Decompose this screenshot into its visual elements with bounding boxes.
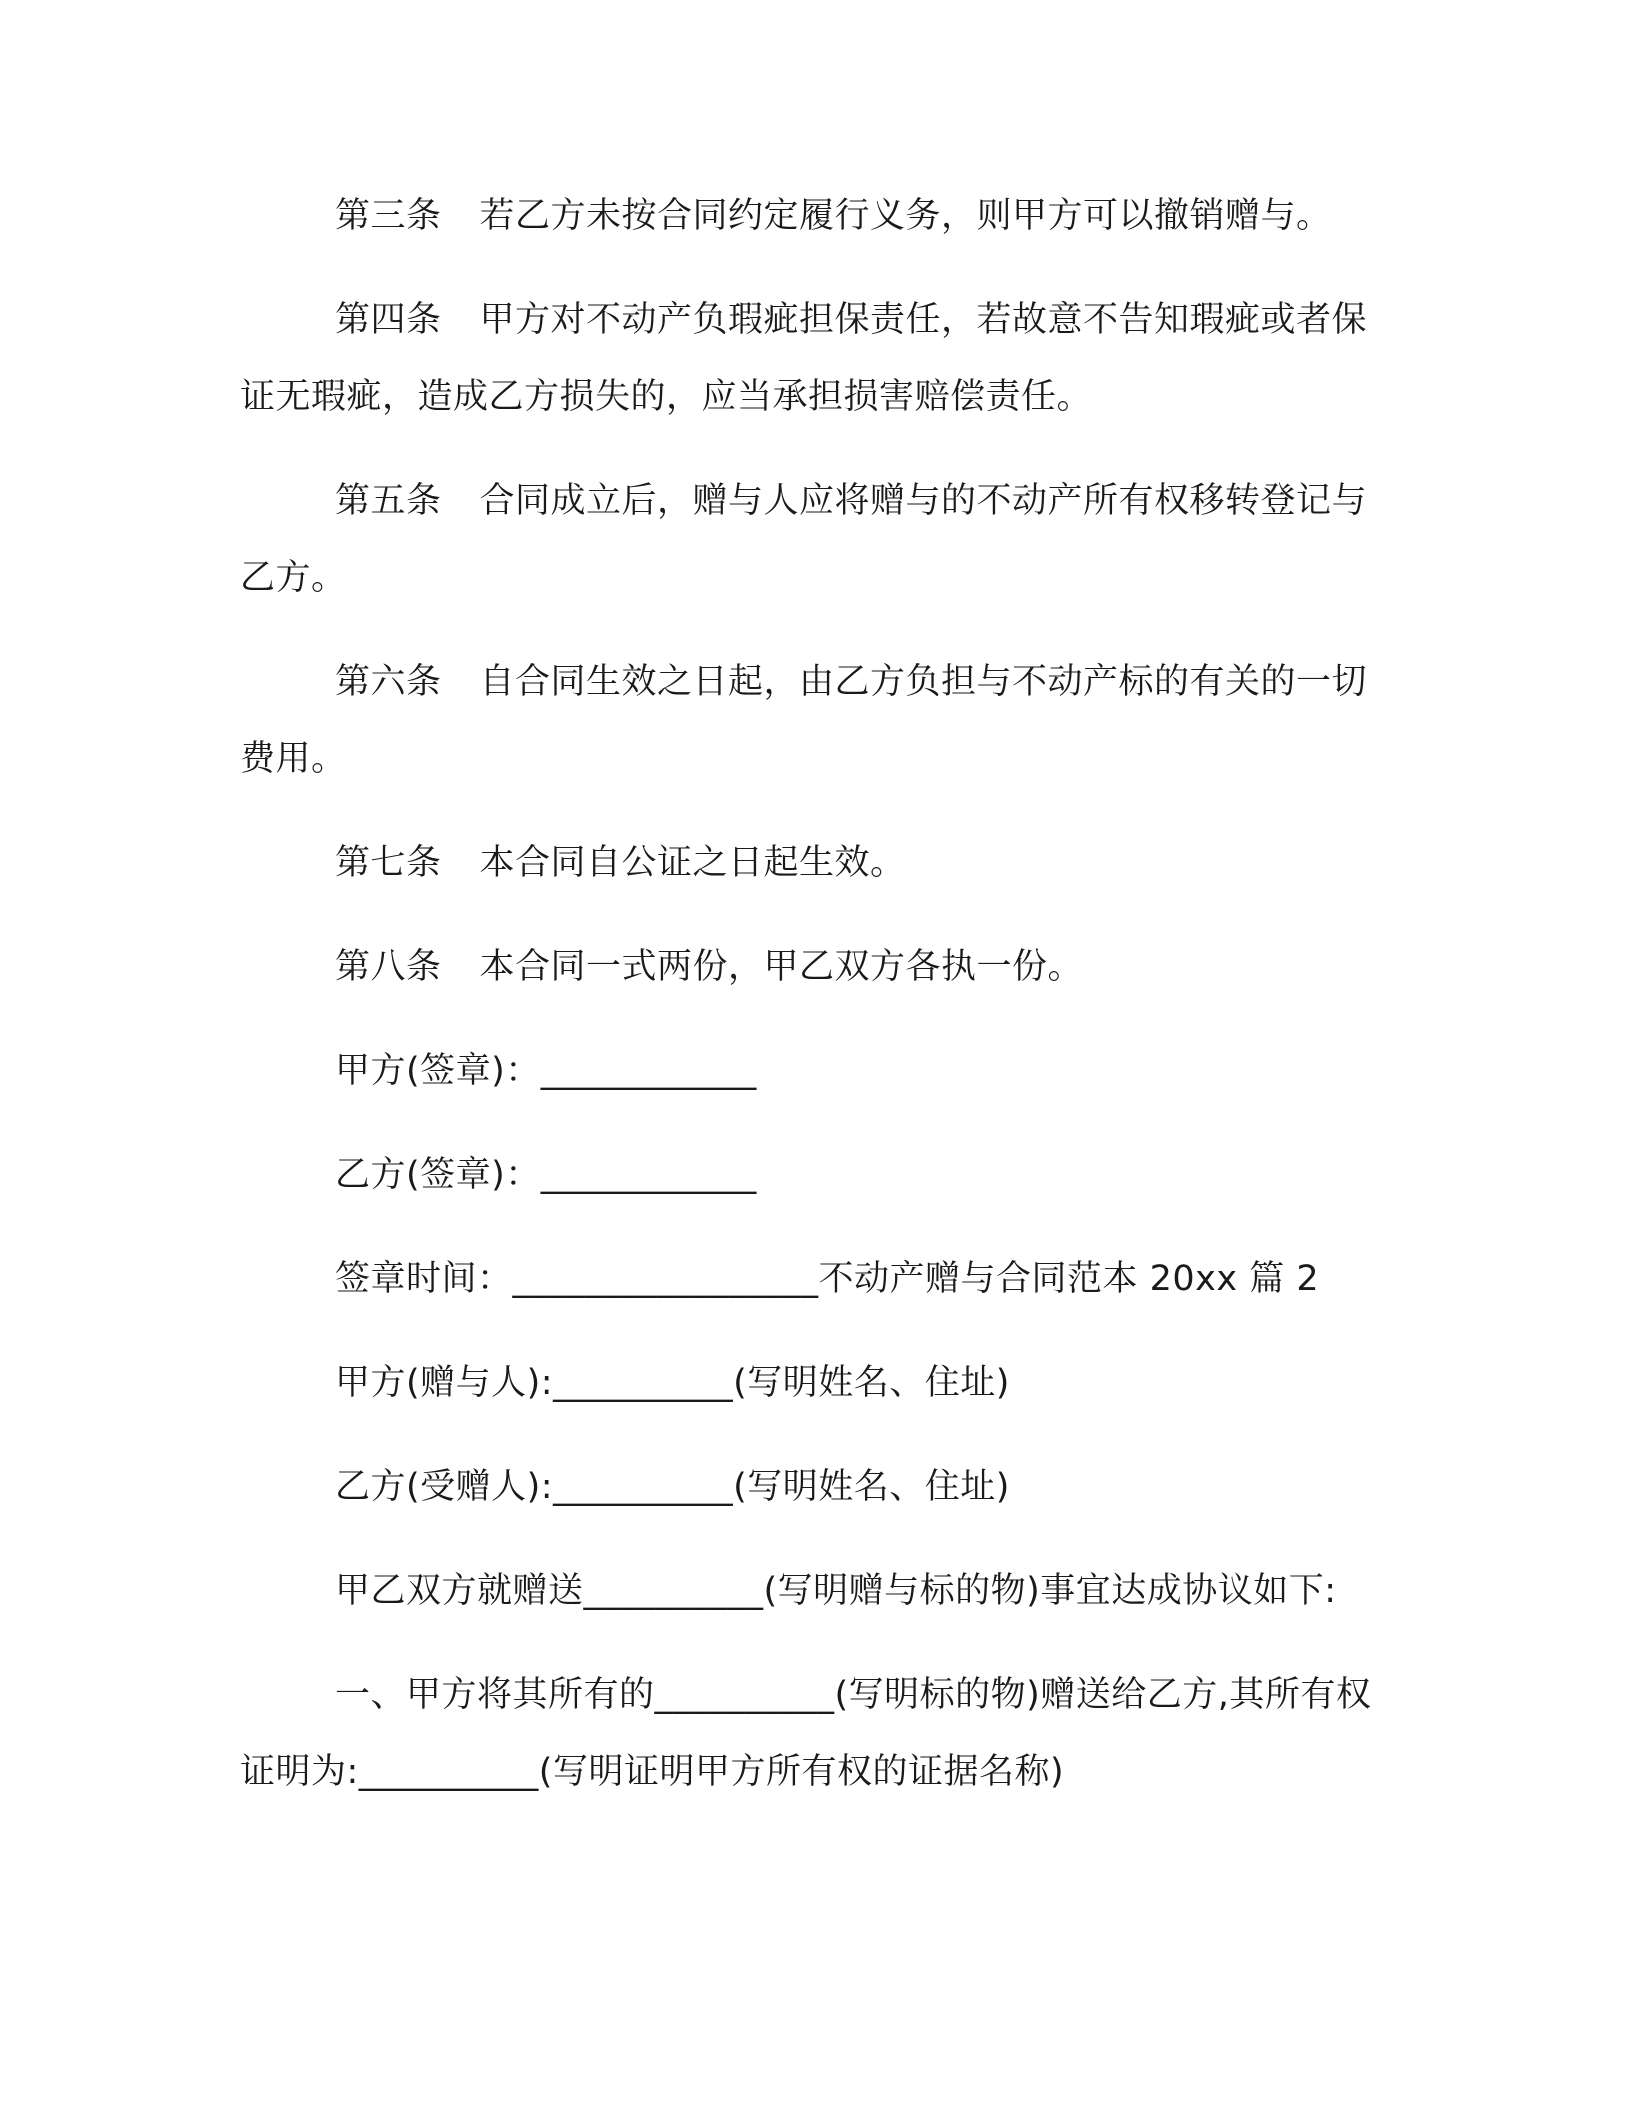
article-body: 本合同一式两份，甲乙双方各执一份。: [479, 947, 1084, 987]
article-heading: 第五条: [335, 481, 442, 521]
article-heading: 第四条: [335, 300, 442, 340]
party-a-donor: 甲方(赠与人):__________(写明姓名、住址): [335, 1363, 1010, 1403]
article-heading: 第六条: [335, 662, 442, 702]
signature-time: 签章时间：_________________不动产赠与合同范本 20xx 篇 2: [335, 1259, 1320, 1299]
signature-party-a: 甲方(签章)：____________: [335, 1051, 757, 1091]
article-4: [240, 282, 1380, 436]
article-body: 若乙方未按合同约定履行义务，则甲方可以撤销赠与。: [479, 196, 1332, 236]
article-body: 合同成立后，赠与人应将赠与的不动产所有权移转登记与乙方。: [240, 481, 1368, 598]
document-body: [240, 178, 1380, 1838]
article-5: [240, 463, 1380, 617]
article-heading: 第八条: [335, 947, 442, 987]
article-body: 甲方对不动产负瑕疵担保责任，若故意不告知瑕疵或者保证无瑕疵，造成乙方损失的，应当承担损害赔偿责任。: [240, 300, 1368, 417]
signature-party-b: 乙方(签章)：____________: [335, 1155, 757, 1195]
article-body: 自合同生效之日起，由乙方负担与不动产标的有关的一切费用。: [240, 662, 1368, 779]
party-b-donee: 乙方(受赠人):__________(写明姓名、住址): [335, 1467, 1010, 1507]
article-8: [240, 929, 1380, 1006]
article-heading: 第七条: [335, 843, 442, 883]
clause-one: 一、甲方将其所有的__________(写明标的物)赠送给乙方,其所有权证明为:__________(写明证明甲方所有权的证据名称): [240, 1675, 1372, 1792]
article-heading: 第三条: [335, 196, 442, 236]
article-6: [240, 644, 1380, 798]
article-3: [240, 178, 1380, 255]
article-7: [240, 825, 1380, 902]
article-body: 本合同自公证之日起生效。: [479, 843, 906, 883]
agreement-intro: 甲乙双方就赠送__________(写明赠与标的物)事宜达成协议如下:: [335, 1571, 1337, 1611]
